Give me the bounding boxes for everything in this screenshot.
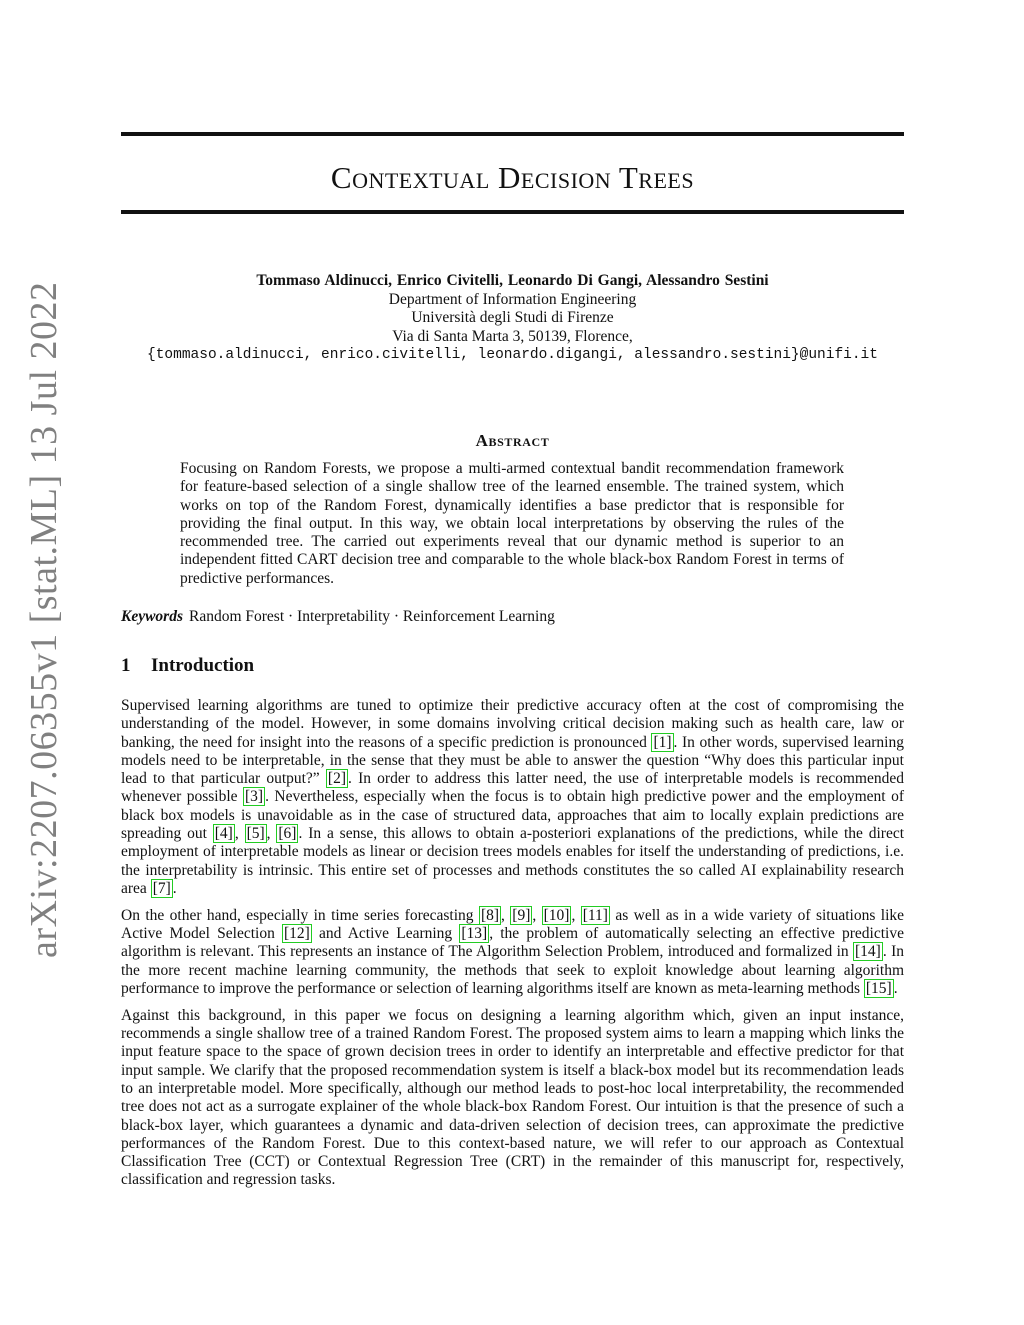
citation-link[interactable]: [5] — [246, 825, 265, 843]
citation-link[interactable]: [3] — [244, 788, 264, 806]
text-span: , — [234, 825, 245, 843]
abstract-heading: Abstract — [475, 431, 550, 450]
text-span: . — [172, 879, 177, 897]
citation-link[interactable]: [6] — [278, 825, 297, 843]
author-names: Tommaso Aldinucci, Enrico Civitelli, Leonardo Di Gangi, Alessandro Sestini — [256, 272, 769, 289]
citation-link[interactable]: [2] — [327, 770, 346, 788]
text-span: , — [266, 825, 277, 843]
citation-link[interactable]: [1] — [653, 733, 672, 751]
abstract-text: Focusing on Random Forests, we propose a multi-armed contextual bandit recommendation framework for feature-based selection of a single shallow tree of the learned ensemble. The trained system, which works on top of the Random Forest, dynamically identifies a base predictor that is responsible for providing the final output. In this way, we obtain local interpretations by observing the rules of the recommended tree. The carried out experiments reveal that our dynamic method is superior to an independent fitted CART decision tree and comparable to the whole black-box Random Forest in terms of predictive performances. — [180, 460, 844, 587]
author-emails[interactable]: {tommaso.aldinucci, enrico.civitelli, leonardo.digangi, alessandro.sestini}@unifi.it — [147, 347, 878, 363]
text-span: , — [571, 906, 581, 924]
paragraph-2 — [121, 907, 904, 998]
paragraph-1 — [121, 697, 904, 898]
arxiv-identifier: arXiv:2207.06355v1 [stat.ML] 13 Jul 2022 — [23, 281, 65, 958]
address: Via di Santa Marta 3, 50139, Florence, — [392, 327, 633, 345]
text-span: . In other words, supervised learning models need to be interpretable, in the sense that they must be able to answer the question “Why does this particular input lead to that particular output?” — [121, 733, 904, 788]
keywords — [121, 608, 904, 626]
citation-link[interactable]: [10] — [543, 906, 570, 924]
text-span: . Nevertheless, especially when the focus is to obtain high predictive power and the employment of black box models is unavoidable as in the case of structured data, approaches that aim to locally explain predictions are spreading out — [121, 788, 904, 843]
keywords-label: Keywords — [121, 608, 183, 625]
text-span: . In order to address this latter need, the use of interpretable models is recommended whenever possible — [121, 770, 904, 806]
paragraph-3: Against this background, in this paper we focus on designing a learning algorithm which, given an input instance, recommends a single shallow tree of a trained Random Forest. The proposed system aims to learn a mapping which links the input feature space to the space of grown decision trees in order to identify an interpretable and effective predictor for that input sample. We clarify that the proposed recommendation system is itself a black-box model but its recommendation leads to an interpretable model. More specifically, although our method leads to post-hoc local interpretability, the recommended tree does not act as a surrogate explainer of the whole black-box Random Forest. Our intuition is that the presence of such a black-box layer, which guarantees a dynamic and data-driven selection of decision trees, can approximate the predictive performances of the Random Forest. Due to this context-based nature, we will refer to our approach as Contextual Classification Tree (CCT) or Contextual Regression Tree (CRT) in the remainder of this manuscript for, respectively, classification and regression tasks. — [121, 1006, 904, 1189]
text-span: as well as in a wide variety of situations like Active Model Selection — [121, 906, 905, 943]
text-span: , — [501, 906, 511, 924]
citation-link[interactable]: [4] — [214, 825, 233, 843]
citation-link[interactable]: [9] — [512, 906, 531, 924]
citation-link[interactable]: [15] — [865, 979, 892, 997]
title-top-rule — [121, 132, 904, 136]
department: Department of Information Engineering — [388, 290, 637, 308]
paper-title: Contextual Decision Trees — [330, 160, 695, 195]
section-title: Introduction — [151, 655, 255, 676]
citation-link[interactable]: [12] — [284, 925, 310, 943]
title-bottom-rule — [121, 210, 904, 214]
citation-link[interactable]: [14] — [855, 943, 881, 961]
text-span: , the problem of automatically selecting an effective predictive algorithm is relevant. This represents an instance of The Algorithm Selection Problem, introduced and formalized in — [121, 925, 904, 961]
text-span: . In the more recent machine learning community, the methods that seek to exploit knowledge about learning algorithm performance to improve the performance or selection of learning algorithms itself are known as meta-learning methods — [121, 943, 904, 997]
section-heading — [121, 655, 254, 677]
text-span: Supervised learning algorithms are tuned to optimize their predictive accuracy often at the cost of compromising the understanding of the model. However, in some domains involving critical decision making such as health care, law or banking, the need for insight into the reasons of a specific prediction is pronounced — [121, 697, 904, 751]
text-span: . In a sense, this allows to obtain a-posteriori explanations of the predictions, while the direct employment of interpretable models as linear or decision trees models enables for itself the understanding of predictions, i.e. the interpretability is intrinsic. This entire set of processes and methods constitutes the so called AI explainability research area — [121, 825, 905, 897]
university: Università degli Studi di Firenze — [411, 309, 614, 326]
keywords-text: Random Forest · Interpretability · Reinforcement Learning — [189, 608, 555, 625]
introduction-body — [121, 697, 904, 1198]
section-number: 1 — [121, 655, 131, 676]
citation-link[interactable]: [7] — [152, 879, 171, 897]
text-span: and Active Learning — [311, 925, 460, 943]
author-block — [121, 272, 904, 365]
text-span: . — [893, 979, 898, 997]
text-span: On the other hand, especially in time series forecasting — [121, 906, 479, 924]
citation-link[interactable]: [8] — [480, 906, 500, 924]
citation-link[interactable]: [13] — [461, 925, 488, 943]
citation-link[interactable]: [11] — [582, 906, 608, 924]
text-span: , — [532, 906, 542, 924]
